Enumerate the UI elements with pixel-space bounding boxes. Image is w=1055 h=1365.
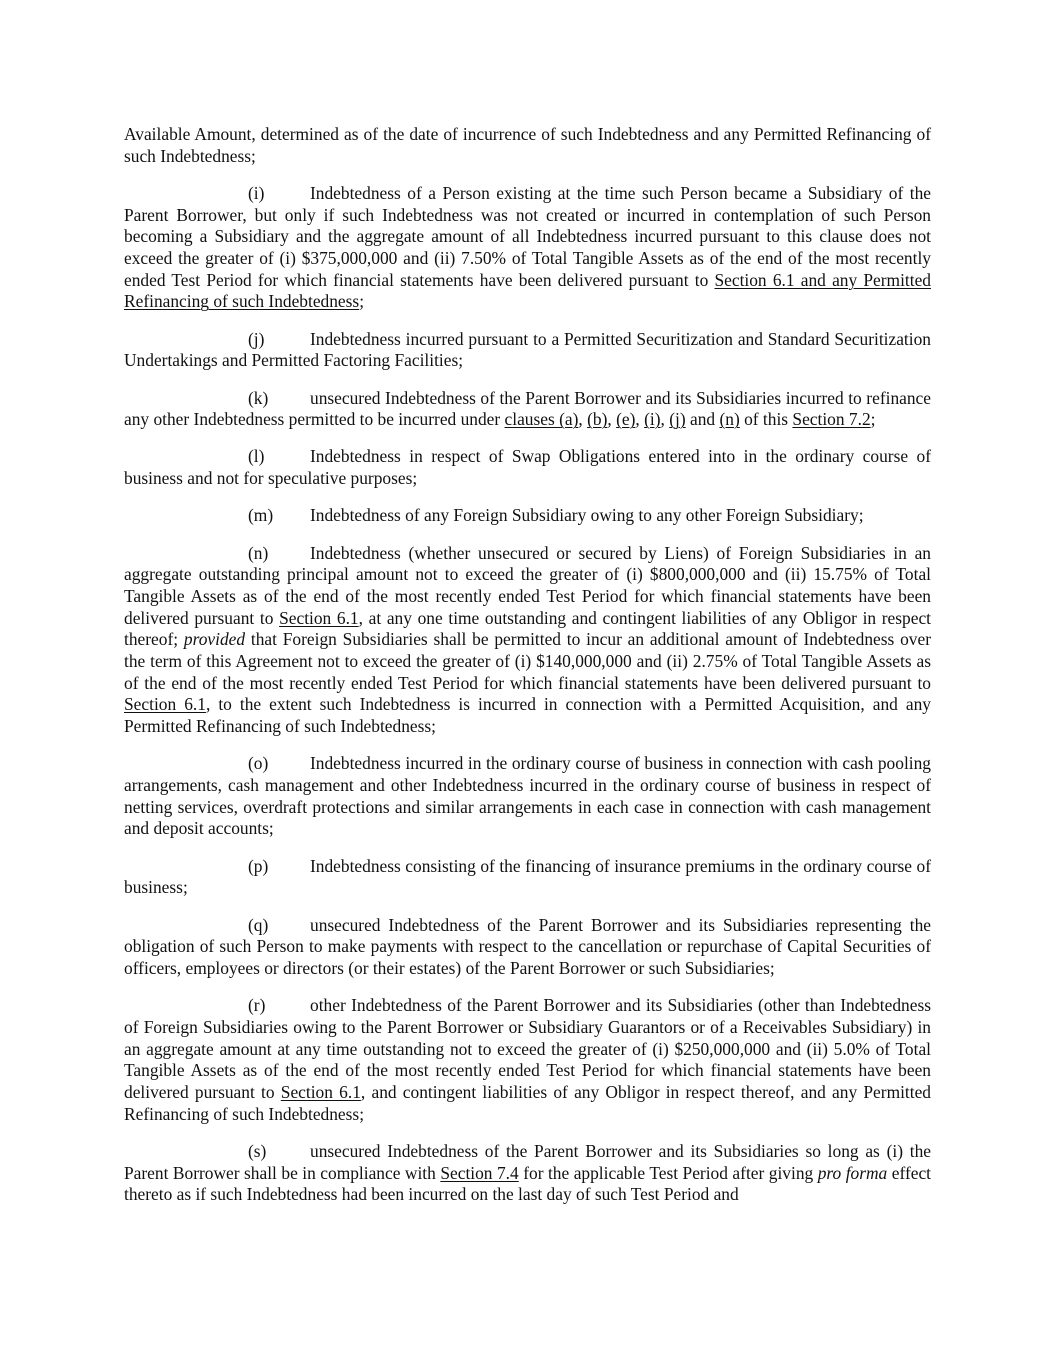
text-run: , to the extent such Indebtedness is incurred in connection with a Permitted Acquisition, and any Permitted Refinancing of such Indebtedness;	[124, 694, 932, 737]
text-run: unsecured Indebtedness of the Parent Borrower and its Subsidiaries incurred to refinance any other Indebtedness permitted to be incurred under	[124, 387, 931, 430]
cross-reference: Section 7.2	[792, 409, 871, 430]
text-run: other Indebtedness of the Parent Borrower and its Subsidiaries (other than Indebtedness of Foreign Subsidiaries owing to the Parent Borrower or Subsidiary Guarantors or of a Receivables Subsidiary) in an aggregate amount at any time outstanding not to exceed the greater of (i) $250,000,000 and (ii) 5.0% of Total Tangible Assets as of the end of the most recently ended Test Period for which financial statements have been delivered pursuant to	[124, 995, 931, 1103]
text-run: and	[685, 409, 720, 430]
text-run: ;	[870, 409, 876, 430]
clause-i	[124, 183, 931, 313]
clause-label: (j)	[248, 328, 265, 349]
text-run: Indebtedness in respect of Swap Obligations entered into in the ordinary course of business and not for speculative purposes;	[124, 446, 931, 489]
clause-o	[124, 753, 931, 840]
clause-label: (i)	[248, 182, 265, 203]
cross-reference: Section 6.1	[279, 607, 359, 628]
text-run: Indebtedness (whether unsecured or secured by Liens) of Foreign Subsidiaries in an aggregate outstanding principal amount not to exceed the greater of (i) $800,000,000 and (ii) 15.75% of Total Tangible Assets as of the end of the most recently ended Test Period for which financial statements have been delivered pursuant to	[124, 542, 931, 628]
clause-j	[124, 329, 931, 372]
cross-reference: (b)	[587, 409, 608, 430]
cross-reference: Section 6.1 and any Permitted Refinancing of such Indebtedness	[124, 269, 931, 312]
clause-label: (n)	[248, 542, 269, 563]
text-run: unsecured Indebtedness of the Parent Borrower and its Subsidiaries so long as (i) the Parent Borrower shall be in compliance with	[124, 1140, 931, 1183]
text-run: ,	[578, 409, 588, 430]
text-run: ,	[660, 409, 670, 430]
text-run: , and contingent liabilities of any Obligor in respect thereof, and any Permitted Refinancing of such Indebtedness;	[124, 1082, 931, 1124]
clause-label: (k)	[248, 387, 269, 408]
text-run: that Foreign Subsidiaries shall be permitted to incur an additional amount of Indebtedness over the term of this Agreement not to exceed the greater of (i) $140,000,000 and (ii) 2.75% of Total Tangible Assets as of the end of the most recently ended Test Period for which financial statements have been delivered pursuant to	[124, 629, 932, 693]
clause-label: (q)	[248, 914, 269, 935]
text-run: Indebtedness incurred pursuant to a Permitted Securitization and Standard Securitization Undertakings and Permitted Factoring Facilities;	[124, 328, 931, 371]
clause-n	[124, 543, 931, 738]
clause-r	[124, 995, 931, 1125]
text-run: ,	[635, 409, 645, 430]
italic-term: pro forma	[817, 1162, 888, 1183]
cross-reference: (j)	[669, 409, 686, 430]
cross-reference: Section 7.4	[440, 1162, 519, 1183]
text-run: effect thereto as if such Indebtedness had been incurred on the last day of such Test Period and	[124, 1162, 932, 1205]
text-run: Indebtedness of any Foreign Subsidiary owing to any other Foreign Subsidiary;	[310, 505, 864, 526]
text-run: Available Amount, determined as of the date of incurrence of such Indebtedness and any Permitted Refinancing of such Indebtedness;	[124, 124, 931, 166]
clause-l	[124, 446, 931, 489]
text-run: ,	[607, 409, 617, 430]
clause-label: (m)	[248, 505, 274, 526]
text-run: of this	[739, 409, 793, 430]
clause-p	[124, 856, 931, 899]
text-run: Indebtedness incurred in the ordinary course of business in connection with cash pooling arrangements, cash management and other Indebtedness incurred in the ordinary course of business in respect of netting services, overdraft protections and similar arrangements in each case in connection with cash management and deposit accounts;	[124, 753, 931, 839]
text-run: unsecured Indebtedness of the Parent Borrower and its Subsidiaries representing the obligation of such Person to make payments with respect to the cancellation or repurchase of Capital Securities of officers, employees or directors (or their estates) of the Parent Borrower or such Subsidiaries;	[124, 914, 931, 978]
text-run: for the applicable Test Period after giving	[518, 1162, 818, 1183]
text-run: Indebtedness of a Person existing at the time such Person became a Subsidiary of the Parent Borrower, but only if such Indebtedness was not created or incurred in contemplation of such Person becoming a Subsidiary and the aggregate amount of all Indebtedness incurred pursuant to this clause does not exceed the greater of (i) $375,000,000 and (ii) 7.50% of Total Tangible Assets as of the end of the most recently ended Test Period for which financial statements have been delivered pursuant to	[124, 182, 931, 290]
text-run: Indebtedness consisting of the financing of insurance premiums in the ordinary course of business;	[124, 855, 931, 898]
document-page	[124, 124, 931, 1222]
clause-s	[124, 1141, 931, 1206]
text-run: ;	[359, 291, 365, 312]
cross-reference: (i)	[644, 409, 661, 430]
cross-reference: (n)	[719, 409, 740, 430]
italic-term: provided	[183, 629, 246, 650]
cross-reference: (e)	[616, 409, 636, 430]
clause-label: (l)	[248, 446, 265, 467]
clause-m	[124, 505, 931, 527]
clause-label: (s)	[248, 1140, 267, 1161]
cross-reference: Section 6.1	[280, 1082, 361, 1103]
clause-q	[124, 915, 931, 980]
clause-label: (o)	[248, 753, 269, 774]
clause-k	[124, 388, 931, 431]
clause-label: (p)	[248, 855, 269, 876]
cross-reference: clauses (a)	[504, 409, 579, 430]
intro-paragraph	[124, 124, 931, 167]
text-run: , at any one time outstanding and contingent liabilities of any Obligor in respect thereof;	[124, 607, 932, 650]
clause-label: (r)	[248, 995, 266, 1016]
cross-reference: Section 6.1	[124, 694, 206, 715]
